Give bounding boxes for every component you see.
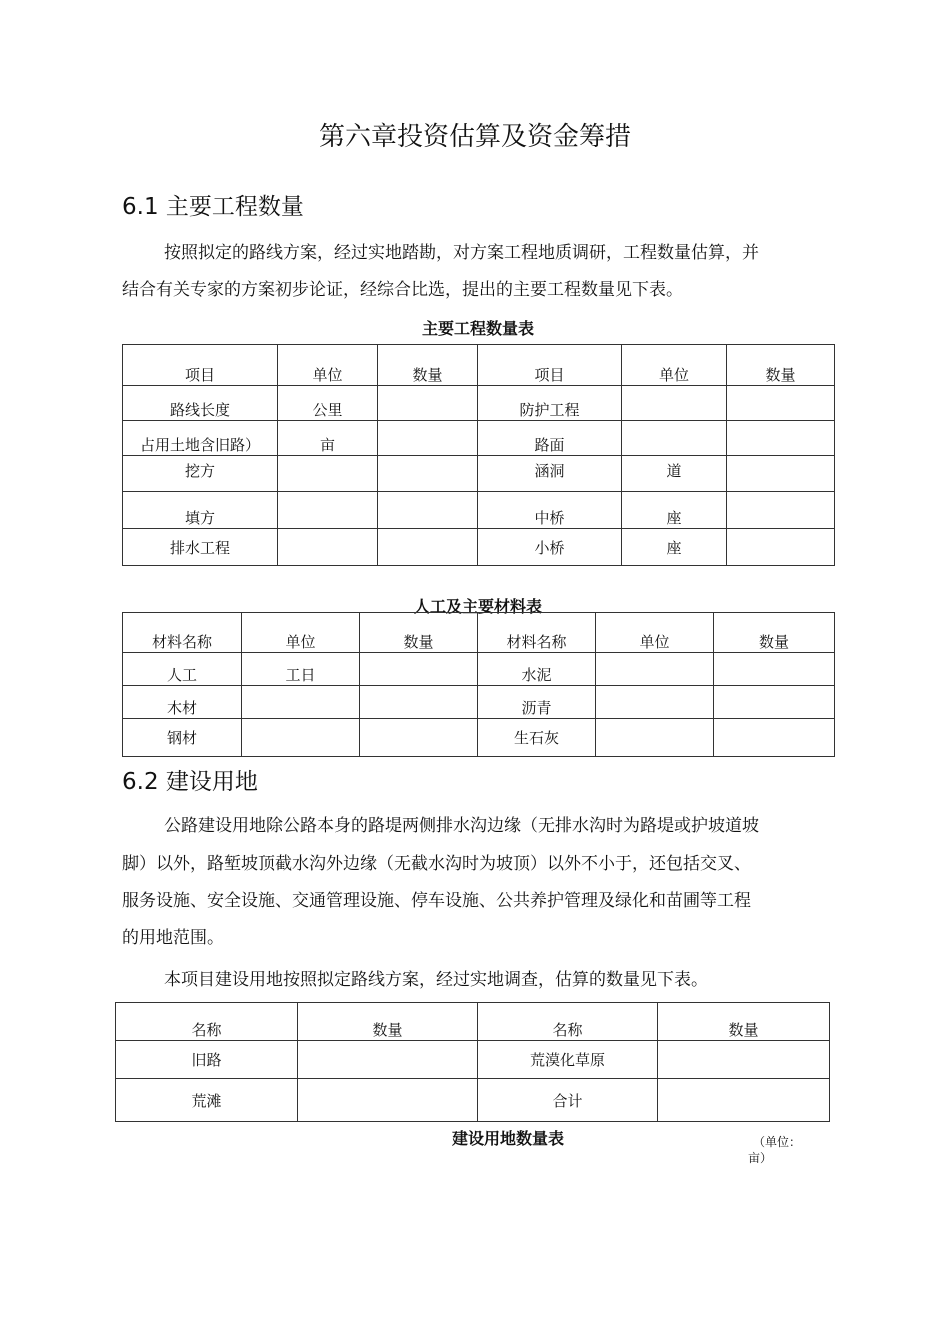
header-cell: 项目 <box>478 345 622 386</box>
table-cell <box>596 686 714 719</box>
table-cell: 钢材 <box>123 719 242 757</box>
land-use-table-caption: 建设用地数量表 <box>451 1129 564 1148</box>
table-cell: 防护工程 <box>478 386 622 421</box>
header-cell: 单位 <box>596 613 714 653</box>
table-cell <box>360 686 478 719</box>
labor-material-table <box>122 612 835 757</box>
main-quantity-table <box>122 344 835 566</box>
header-cell: 单位 <box>622 345 727 386</box>
table-row <box>123 456 835 492</box>
table-cell: 路面 <box>478 421 622 456</box>
section-6-2-para-line-4: 的用地范围。 <box>122 928 224 948</box>
table-cell <box>378 529 478 566</box>
header-cell: 材料名称 <box>478 613 596 653</box>
table-cell <box>378 492 478 529</box>
table-row <box>123 386 835 421</box>
table-cell: 路线长度 <box>123 386 278 421</box>
table-cell: 旧路 <box>116 1041 298 1079</box>
header-cell: 名称 <box>478 1003 658 1041</box>
table-cell <box>714 686 835 719</box>
table-cell: 生石灰 <box>478 719 596 757</box>
table-cell: 工日 <box>242 653 360 686</box>
section-6-2-para-line-1: 公路建设用地除公路本身的路堤两侧排水沟边缘（无排水沟时为路堤或护坡道坡 <box>164 816 759 836</box>
header-cell: 单位 <box>278 345 378 386</box>
table-cell: 填方 <box>123 492 278 529</box>
table-header-row <box>123 345 835 386</box>
header-cell: 名称 <box>116 1003 298 1041</box>
table-cell: 座 <box>622 529 727 566</box>
table-cell: 水泥 <box>478 653 596 686</box>
table-cell: 挖方 <box>123 456 278 492</box>
table-cell: 荒漠化草原 <box>478 1041 658 1079</box>
header-cell: 数量 <box>727 345 835 386</box>
table-cell <box>658 1041 830 1079</box>
unit-note-line-2: 亩） <box>748 1151 773 1165</box>
table-cell: 合计 <box>478 1079 658 1122</box>
header-cell: 数量 <box>378 345 478 386</box>
section-6-2-title: 6.2 建设用地 <box>122 769 258 795</box>
header-cell: 单位 <box>242 613 360 653</box>
header-cell: 数量 <box>360 613 478 653</box>
table-cell: 涵洞 <box>478 456 622 492</box>
table-cell <box>596 653 714 686</box>
header-cell: 数量 <box>298 1003 478 1041</box>
table-cell <box>596 719 714 757</box>
table-cell: 亩 <box>278 421 378 456</box>
section-6-1-para-line-1: 按照拟定的路线方案，经过实地踏勘，对方案工程地质调研，工程数量估算，并 <box>164 243 759 263</box>
table-row <box>116 1079 830 1122</box>
section-6-2-para-line-3: 服务设施、安全设施、交通管理设施、停车设施、公共养护管理及绿化和苗圃等工程 <box>122 891 751 911</box>
table-cell <box>278 529 378 566</box>
table-cell <box>298 1079 478 1122</box>
section-6-2-para-line-2: 脚）以外，路堑坡顶截水沟外边缘（无截水沟时为坡顶）以外不小于，还包括交叉、 <box>122 854 751 874</box>
table-cell: 沥青 <box>478 686 596 719</box>
table-cell <box>278 492 378 529</box>
table-header-row <box>123 613 835 653</box>
table-cell <box>727 529 835 566</box>
unit-note-line-1: （单位： <box>753 1135 802 1149</box>
table-cell: 小桥 <box>478 529 622 566</box>
table-cell: 座 <box>622 492 727 529</box>
table-cell <box>658 1079 830 1122</box>
section-6-1-para-line-2: 结合有关专家的方案初步论证，经综合比选，提出的主要工程数量见下表。 <box>122 280 683 300</box>
table-cell <box>727 421 835 456</box>
table-cell <box>298 1041 478 1079</box>
table-header-row <box>116 1003 830 1041</box>
table-cell: 占用土地含旧路） <box>123 421 278 456</box>
table-cell <box>378 386 478 421</box>
table-cell <box>727 456 835 492</box>
table-row <box>123 421 835 456</box>
table-cell <box>242 719 360 757</box>
header-cell: 项目 <box>123 345 278 386</box>
table-cell <box>727 492 835 529</box>
table-cell <box>714 653 835 686</box>
table-cell: 公里 <box>278 386 378 421</box>
section-6-2-para-2: 本项目建设用地按照拟定路线方案，经过实地调查，估算的数量见下表。 <box>164 970 708 990</box>
table-cell: 排水工程 <box>123 529 278 566</box>
table-cell: 木材 <box>123 686 242 719</box>
table-cell <box>242 686 360 719</box>
table-row <box>123 653 835 686</box>
table-cell <box>622 386 727 421</box>
land-use-table <box>115 1002 830 1122</box>
table-row <box>123 686 835 719</box>
table-cell: 道 <box>622 456 727 492</box>
header-cell: 材料名称 <box>123 613 242 653</box>
table-cell: 中桥 <box>478 492 622 529</box>
table-cell <box>727 386 835 421</box>
chapter-title: 第六章投资估算及资金筹措 <box>318 122 631 152</box>
table-cell: 人工 <box>123 653 242 686</box>
main-quantity-table-caption: 主要工程数量表 <box>421 319 534 338</box>
table-row <box>123 529 835 566</box>
table-cell <box>378 456 478 492</box>
table-cell: 荒滩 <box>116 1079 298 1122</box>
table-row <box>116 1041 830 1079</box>
table-cell <box>622 421 727 456</box>
labor-material-table-caption: 人工及主要材料表 <box>413 597 542 616</box>
header-cell: 数量 <box>658 1003 830 1041</box>
table-row <box>123 492 835 529</box>
header-cell: 数量 <box>714 613 835 653</box>
table-cell <box>378 421 478 456</box>
table-cell <box>360 719 478 757</box>
section-6-1-title: 6.1 主要工程数量 <box>122 194 304 220</box>
table-cell <box>714 719 835 757</box>
table-row <box>123 719 835 757</box>
table-cell <box>278 456 378 492</box>
table-cell <box>360 653 478 686</box>
